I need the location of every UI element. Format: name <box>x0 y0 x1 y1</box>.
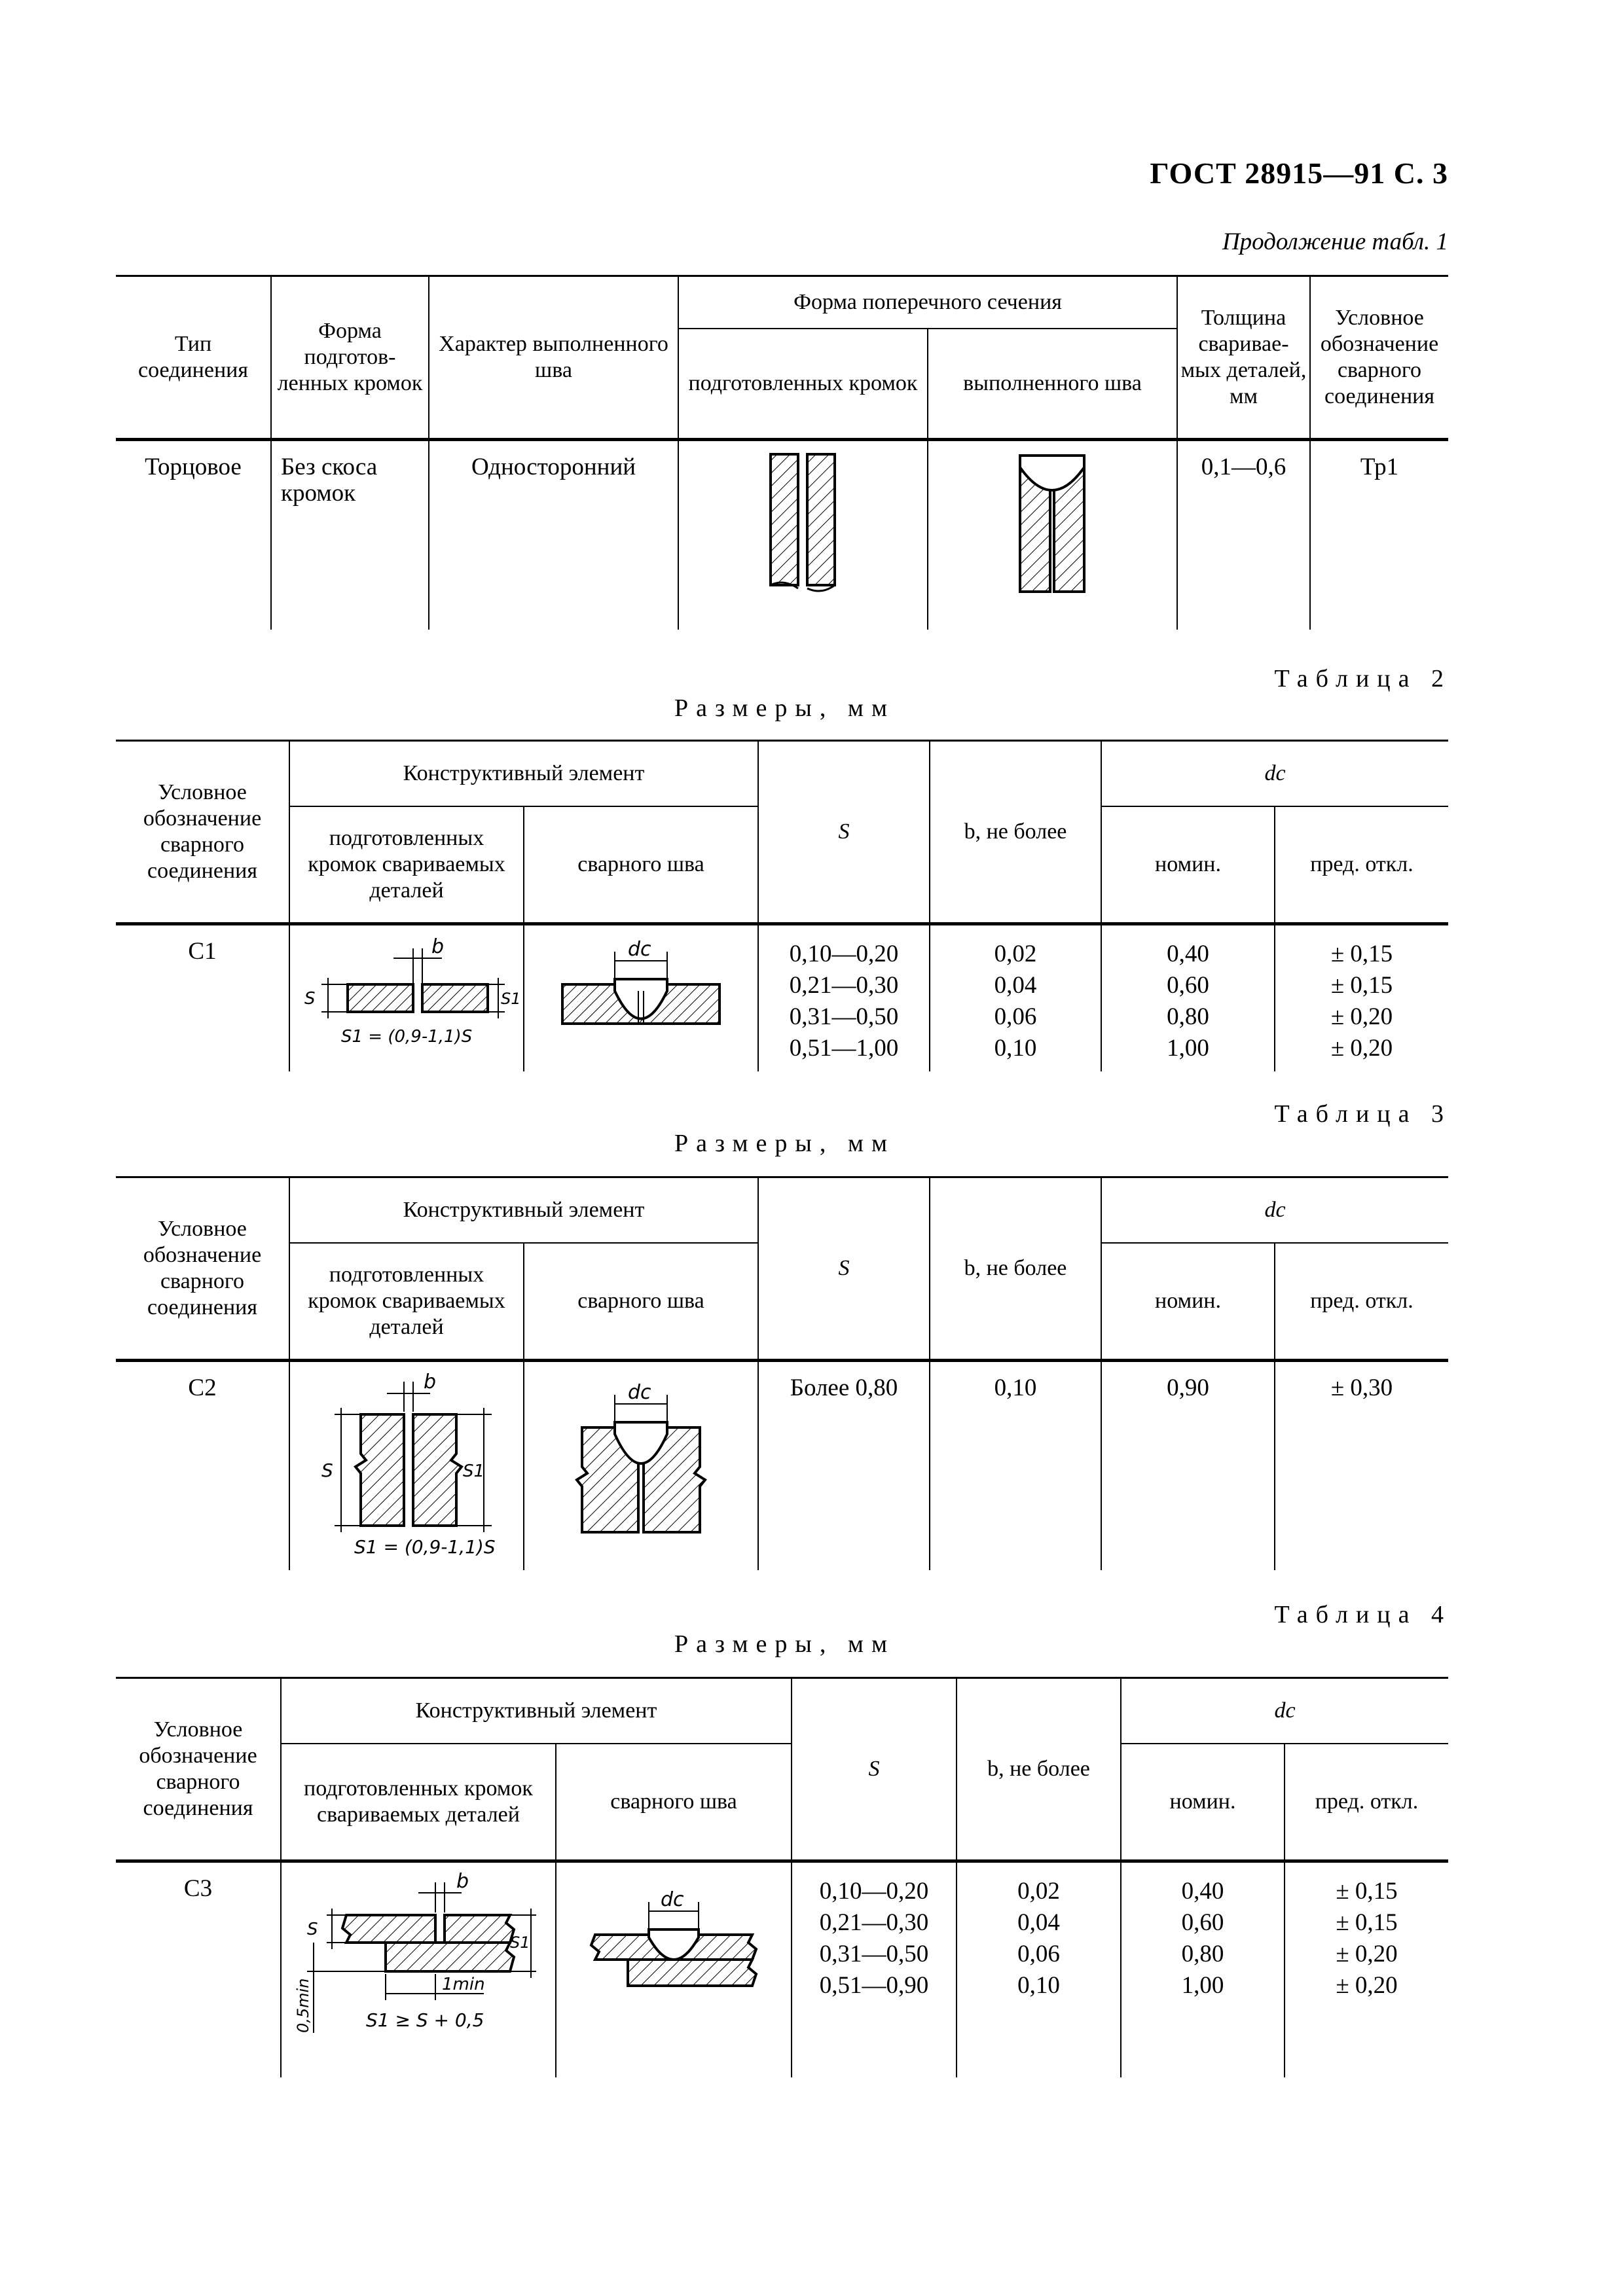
table-4-sizes: Размеры, мм <box>674 1630 896 1658</box>
row-s <box>758 924 930 1071</box>
row-s <box>792 1861 957 2077</box>
header-s: S <box>792 1678 957 1861</box>
s-value: 0,51—0,90 <box>819 1972 929 1999</box>
header-s: S <box>758 1177 930 1361</box>
header-cross-section: Форма поперечного сечения <box>678 276 1177 329</box>
header-prepared: подготовленных кромок свариваемых деталей <box>289 806 524 924</box>
table-3 <box>116 1176 1448 1570</box>
tolerance-value: ± 0,20 <box>1336 1972 1398 1999</box>
row-type: Торцовое <box>145 454 242 480</box>
label-b: b <box>431 935 445 958</box>
header-element: Конструктивный элемент <box>289 741 758 806</box>
row-designation: Тр1 <box>1310 440 1448 630</box>
s-value: 0,31—0,50 <box>789 1003 899 1030</box>
label-formula: S1 = (0,9-1,1)S <box>341 1027 473 1047</box>
row-b: 0,10 <box>930 1361 1101 1570</box>
b-value: 0,04 <box>994 972 1037 999</box>
header-weld: сварного шва <box>524 1243 758 1361</box>
table-1 <box>116 275 1448 630</box>
header-designation: Условное обозначение сварного соединения <box>1310 276 1448 440</box>
row-b <box>930 924 1101 1071</box>
header-type: Тип соединения <box>116 276 271 440</box>
header-dc: dс <box>1121 1678 1448 1744</box>
header-nominal: номин. <box>1121 1744 1285 1861</box>
s-value: 0,51—1,00 <box>789 1035 899 1062</box>
standard-header: ГОСТ 28915—91 С. 3 <box>1150 156 1448 190</box>
header-element: Конструктивный элемент <box>281 1678 792 1744</box>
nominal-value: 1,00 <box>1181 1972 1224 1999</box>
header-edge-form: Форма подготов-ленных кромок <box>271 276 429 440</box>
s-value: 0,31—0,50 <box>819 1941 929 1967</box>
nominal-value: 0,60 <box>1181 1909 1224 1936</box>
label-s1: S1 <box>501 990 521 1008</box>
tolerance-value: ± 0,20 <box>1330 1035 1393 1062</box>
b-value: 0,06 <box>994 1003 1037 1030</box>
tolerance-value: ± 0,15 <box>1336 1878 1398 1905</box>
label-05min: 0,5min <box>294 1978 312 2033</box>
label-formula: S1 ≥ S + 0,5 <box>366 2009 484 2031</box>
header-element: Конструктивный элемент <box>289 1177 758 1243</box>
s-value: 0,21—0,30 <box>789 972 899 999</box>
tolerance-value: ± 0,15 <box>1330 972 1393 999</box>
header-nominal: номин. <box>1101 1243 1275 1361</box>
label-formula: S1 = (0,9-1,1)S <box>354 1536 496 1558</box>
row-designation: С1 <box>188 938 217 965</box>
header-designation: Условное обозначение сварного соединения <box>116 1177 289 1361</box>
row-thickness: 0,1—0,6 <box>1177 440 1310 630</box>
label-dc: dc <box>628 938 651 961</box>
header-designation: Условное обозначение сварного соединения <box>116 1678 281 1861</box>
header-tolerance: пред. откл. <box>1275 806 1448 924</box>
table-4 <box>116 1677 1448 2077</box>
row-s: Более 0,80 <box>758 1361 930 1570</box>
row-tolerance <box>1275 924 1448 1071</box>
label-s1: S1 <box>510 1933 530 1952</box>
nominal-value: 0,80 <box>1181 1941 1224 1967</box>
label-dc: dc <box>661 1888 684 1911</box>
header-prepared: подготовленных кромок свариваемых деталей <box>289 1243 524 1361</box>
header-designation: Условное обозначение сварного соединения <box>116 741 289 924</box>
label-dc: dc <box>628 1381 651 1404</box>
drawing-weld <box>556 1861 792 2077</box>
header-seam-character: Характер выполненного шва <box>429 276 678 440</box>
tolerance-value: ± 0,20 <box>1330 1003 1393 1030</box>
header-b: b, не более <box>930 741 1101 924</box>
tolerance-value: ± 0,15 <box>1336 1909 1398 1936</box>
row-seam-character: Односторонний <box>429 440 678 630</box>
header-s: S <box>758 741 930 924</box>
b-value: 0,06 <box>1017 1941 1060 1967</box>
header-b: b, не более <box>930 1177 1101 1361</box>
table-3-title: Таблица 3 <box>1274 1100 1451 1128</box>
row-tolerance: ± 0,30 <box>1275 1361 1448 1570</box>
label-s1: S1 <box>463 1462 485 1481</box>
label-b: b <box>424 1371 437 1393</box>
label-1min: 1min <box>442 1975 485 1994</box>
table-2 <box>116 740 1448 1071</box>
header-seam: выполненного шва <box>928 329 1177 440</box>
header-b: b, не более <box>957 1678 1121 1861</box>
b-value: 0,10 <box>1017 1972 1060 1999</box>
drawing-seam <box>928 440 1177 630</box>
drawing-prepared <box>281 1861 556 2077</box>
s-value: 0,10—0,20 <box>789 941 899 967</box>
label-s: S <box>307 1920 318 1939</box>
row-designation: С2 <box>188 1374 217 1401</box>
nominal-value: 0,80 <box>1167 1003 1209 1030</box>
header-thickness: Толщина сваривае-мых деталей, мм <box>1177 276 1310 440</box>
header-weld: сварного шва <box>524 806 758 924</box>
header-nominal: номин. <box>1101 806 1275 924</box>
row-edge-form: Без скоса кромок <box>271 440 429 630</box>
drawing-weld <box>524 1361 758 1570</box>
table-3-sizes: Размеры, мм <box>674 1130 896 1157</box>
drawing-prepared <box>289 924 524 1071</box>
header-prepared-edges: подготовленных кромок <box>678 329 928 440</box>
row-designation: С3 <box>183 1875 213 1902</box>
drawing-weld <box>524 924 758 1071</box>
header-dc: dс <box>1101 741 1448 806</box>
header-weld: сварного шва <box>556 1744 792 1861</box>
nominal-value: 0,40 <box>1167 941 1209 967</box>
nominal-value: 0,40 <box>1181 1878 1224 1905</box>
tolerance-value: ± 0,20 <box>1336 1941 1398 1967</box>
header-tolerance: пред. откл. <box>1275 1243 1448 1361</box>
row-b <box>957 1861 1121 2077</box>
s-value: 0,10—0,20 <box>819 1878 929 1905</box>
continuation-note: Продолжение табл. 1 <box>1222 228 1448 255</box>
b-value: 0,02 <box>1017 1878 1060 1905</box>
b-value: 0,04 <box>1017 1909 1060 1936</box>
header-dc: dс <box>1101 1177 1448 1243</box>
nominal-value: 0,60 <box>1167 972 1209 999</box>
table-4-title: Таблица 4 <box>1274 1601 1451 1628</box>
s-value: 0,21—0,30 <box>819 1909 929 1936</box>
row-tolerance <box>1285 1861 1448 2077</box>
b-value: 0,02 <box>994 941 1037 967</box>
header-tolerance: пред. откл. <box>1285 1744 1448 1861</box>
nominal-value: 1,00 <box>1167 1035 1209 1062</box>
drawing-prepared <box>289 1361 524 1570</box>
label-b: b <box>456 1870 469 1893</box>
tolerance-value: ± 0,15 <box>1330 941 1393 967</box>
b-value: 0,10 <box>994 1035 1037 1062</box>
row-nominal <box>1121 1861 1285 2077</box>
header-prepared: подготовленных кромок свариваемых деталей <box>281 1744 556 1861</box>
table-2-title: Таблица 2 <box>1274 665 1451 692</box>
row-nominal: 0,90 <box>1101 1361 1275 1570</box>
label-s: S <box>304 989 316 1009</box>
label-s: S <box>321 1460 333 1481</box>
drawing-prepared-edges <box>678 440 928 630</box>
table-2-sizes: Размеры, мм <box>674 694 896 722</box>
row-nominal <box>1101 924 1275 1071</box>
